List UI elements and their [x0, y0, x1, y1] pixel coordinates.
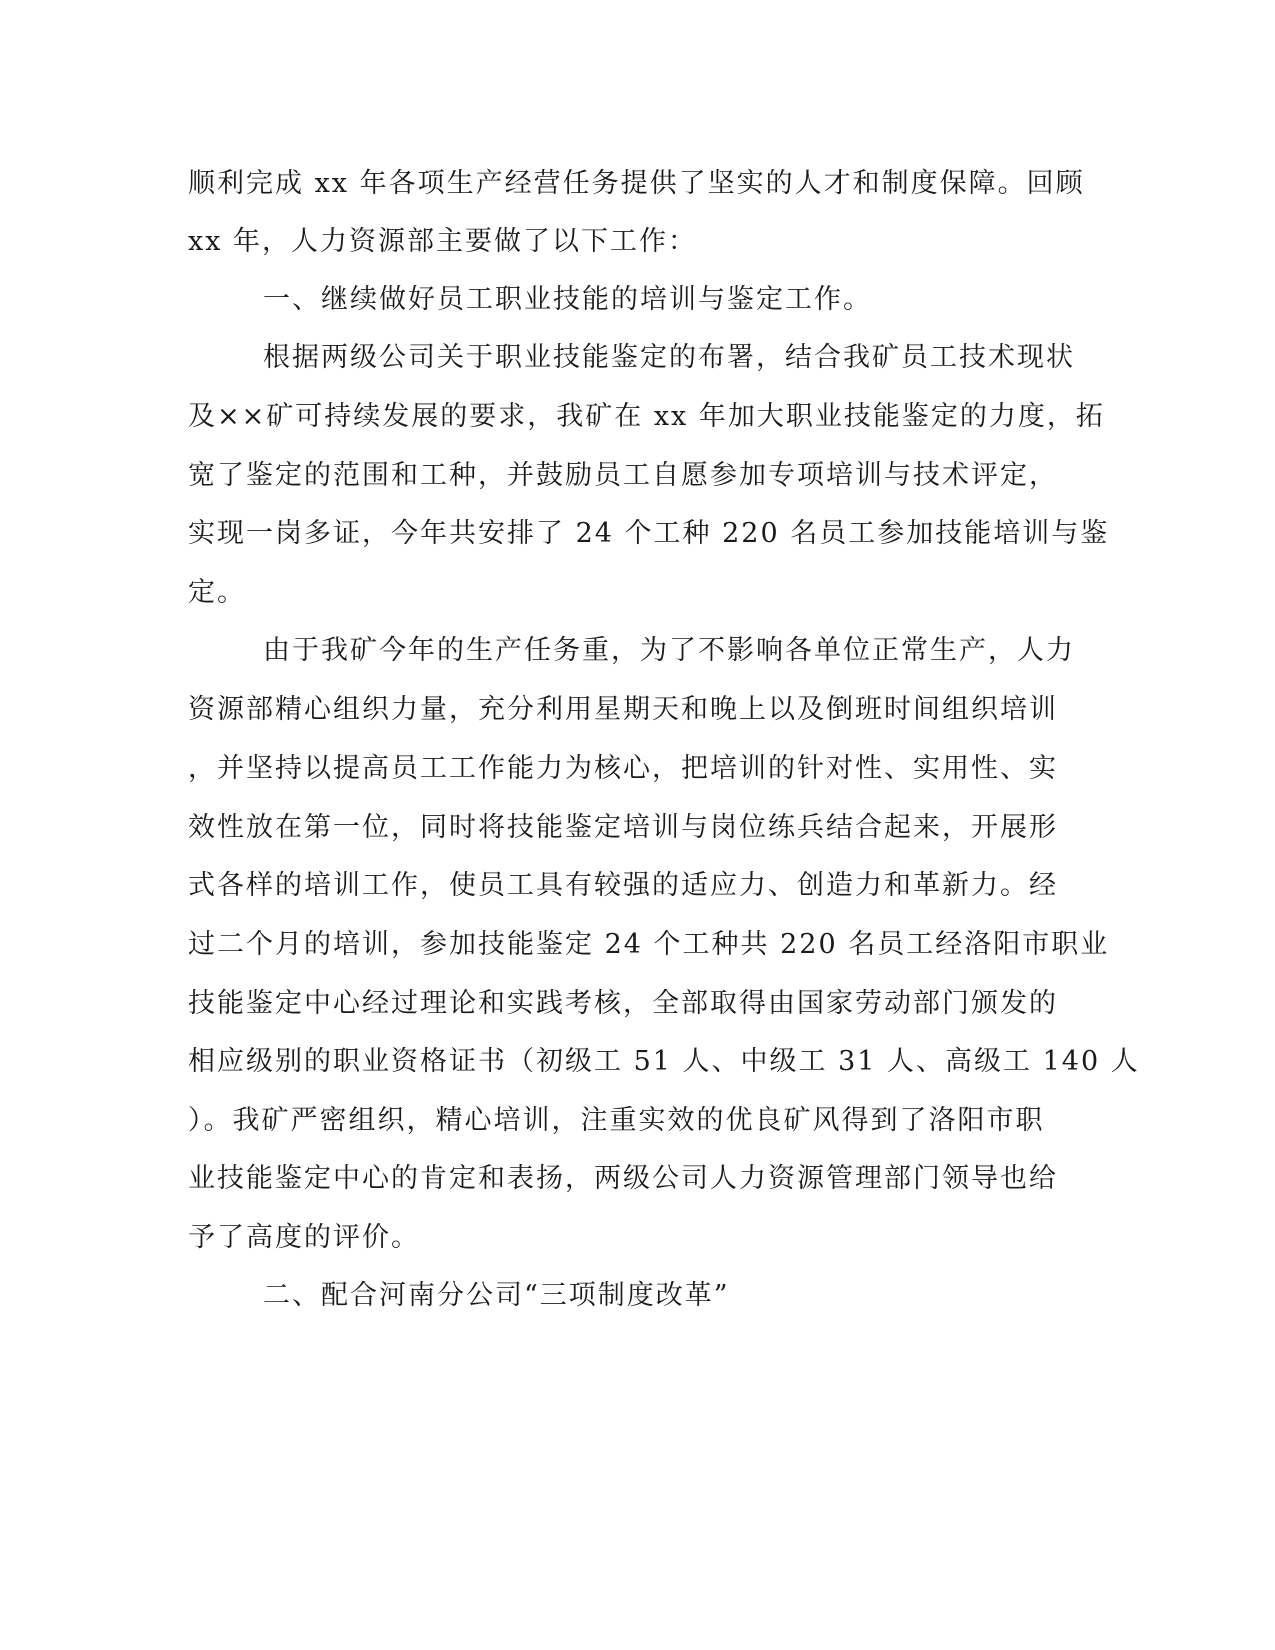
text-line: 及××矿可持续发展的要求，我矿在 xx 年加大职业技能鉴定的力度，拓 — [188, 401, 1105, 432]
text-line: 技能鉴定中心经过理论和实践考核，全部取得由国家劳动部门颁发的 — [188, 988, 1058, 1019]
text-line: 宽了鉴定的范围和工种，并鼓励员工自愿参加专项培训与技术评定， — [188, 460, 1058, 491]
text-line: 定。 — [188, 577, 246, 608]
text-line: 相应级别的职业资格证书（初级工 51 人、中级工 31 人、高级工 140 人 — [188, 1046, 1140, 1077]
text-line: 实现一岗多证，今年共安排了 24 个工种 220 名员工参加技能培训与鉴 — [188, 518, 1110, 549]
text-line: 根据两级公司关于职业技能鉴定的布署，结合我矿员工技术现状 — [263, 342, 1075, 373]
text-line: xx 年，人力资源部主要做了以下工作： — [188, 226, 698, 257]
text-line: 由于我矿今年的生产任务重，为了不影响各单位正常生产，人力 — [263, 635, 1075, 666]
text-line: 予了高度的评价。 — [188, 1222, 420, 1253]
section-heading-2: 二、配合河南分公司“三项制度改革” — [263, 1280, 730, 1311]
text-line: ，并坚持以提高员工工作能力为核心，把培训的针对性、实用性、实 — [188, 753, 1058, 784]
section-heading-1: 一、继续做好员工职业技能的培训与鉴定工作。 — [263, 284, 872, 315]
text-line: 效性放在第一位，同时将技能鉴定培训与岗位练兵结合起来，开展形 — [188, 812, 1058, 843]
text-line: ）。我矿严密组织，精心培训，注重实效的优良矿风得到了洛阳市职 — [188, 1105, 1045, 1136]
text-line: 资源部精心组织力量，充分利用星期天和晚上以及倒班时间组织培训 — [188, 694, 1058, 725]
text-line: 业技能鉴定中心的肯定和表扬，两级公司人力资源管理部门领导也给 — [188, 1163, 1058, 1194]
text-line: 顺利完成 xx 年各项生产经营任务提供了坚实的人才和制度保障。回顾 — [188, 168, 1085, 199]
text-line: 式各样的培训工作，使员工具有较强的适应力、创造力和革新力。经 — [188, 870, 1058, 901]
text-line: 过二个月的培训，参加技能鉴定 24 个工种共 220 名员工经洛阳市职业 — [188, 929, 1110, 960]
